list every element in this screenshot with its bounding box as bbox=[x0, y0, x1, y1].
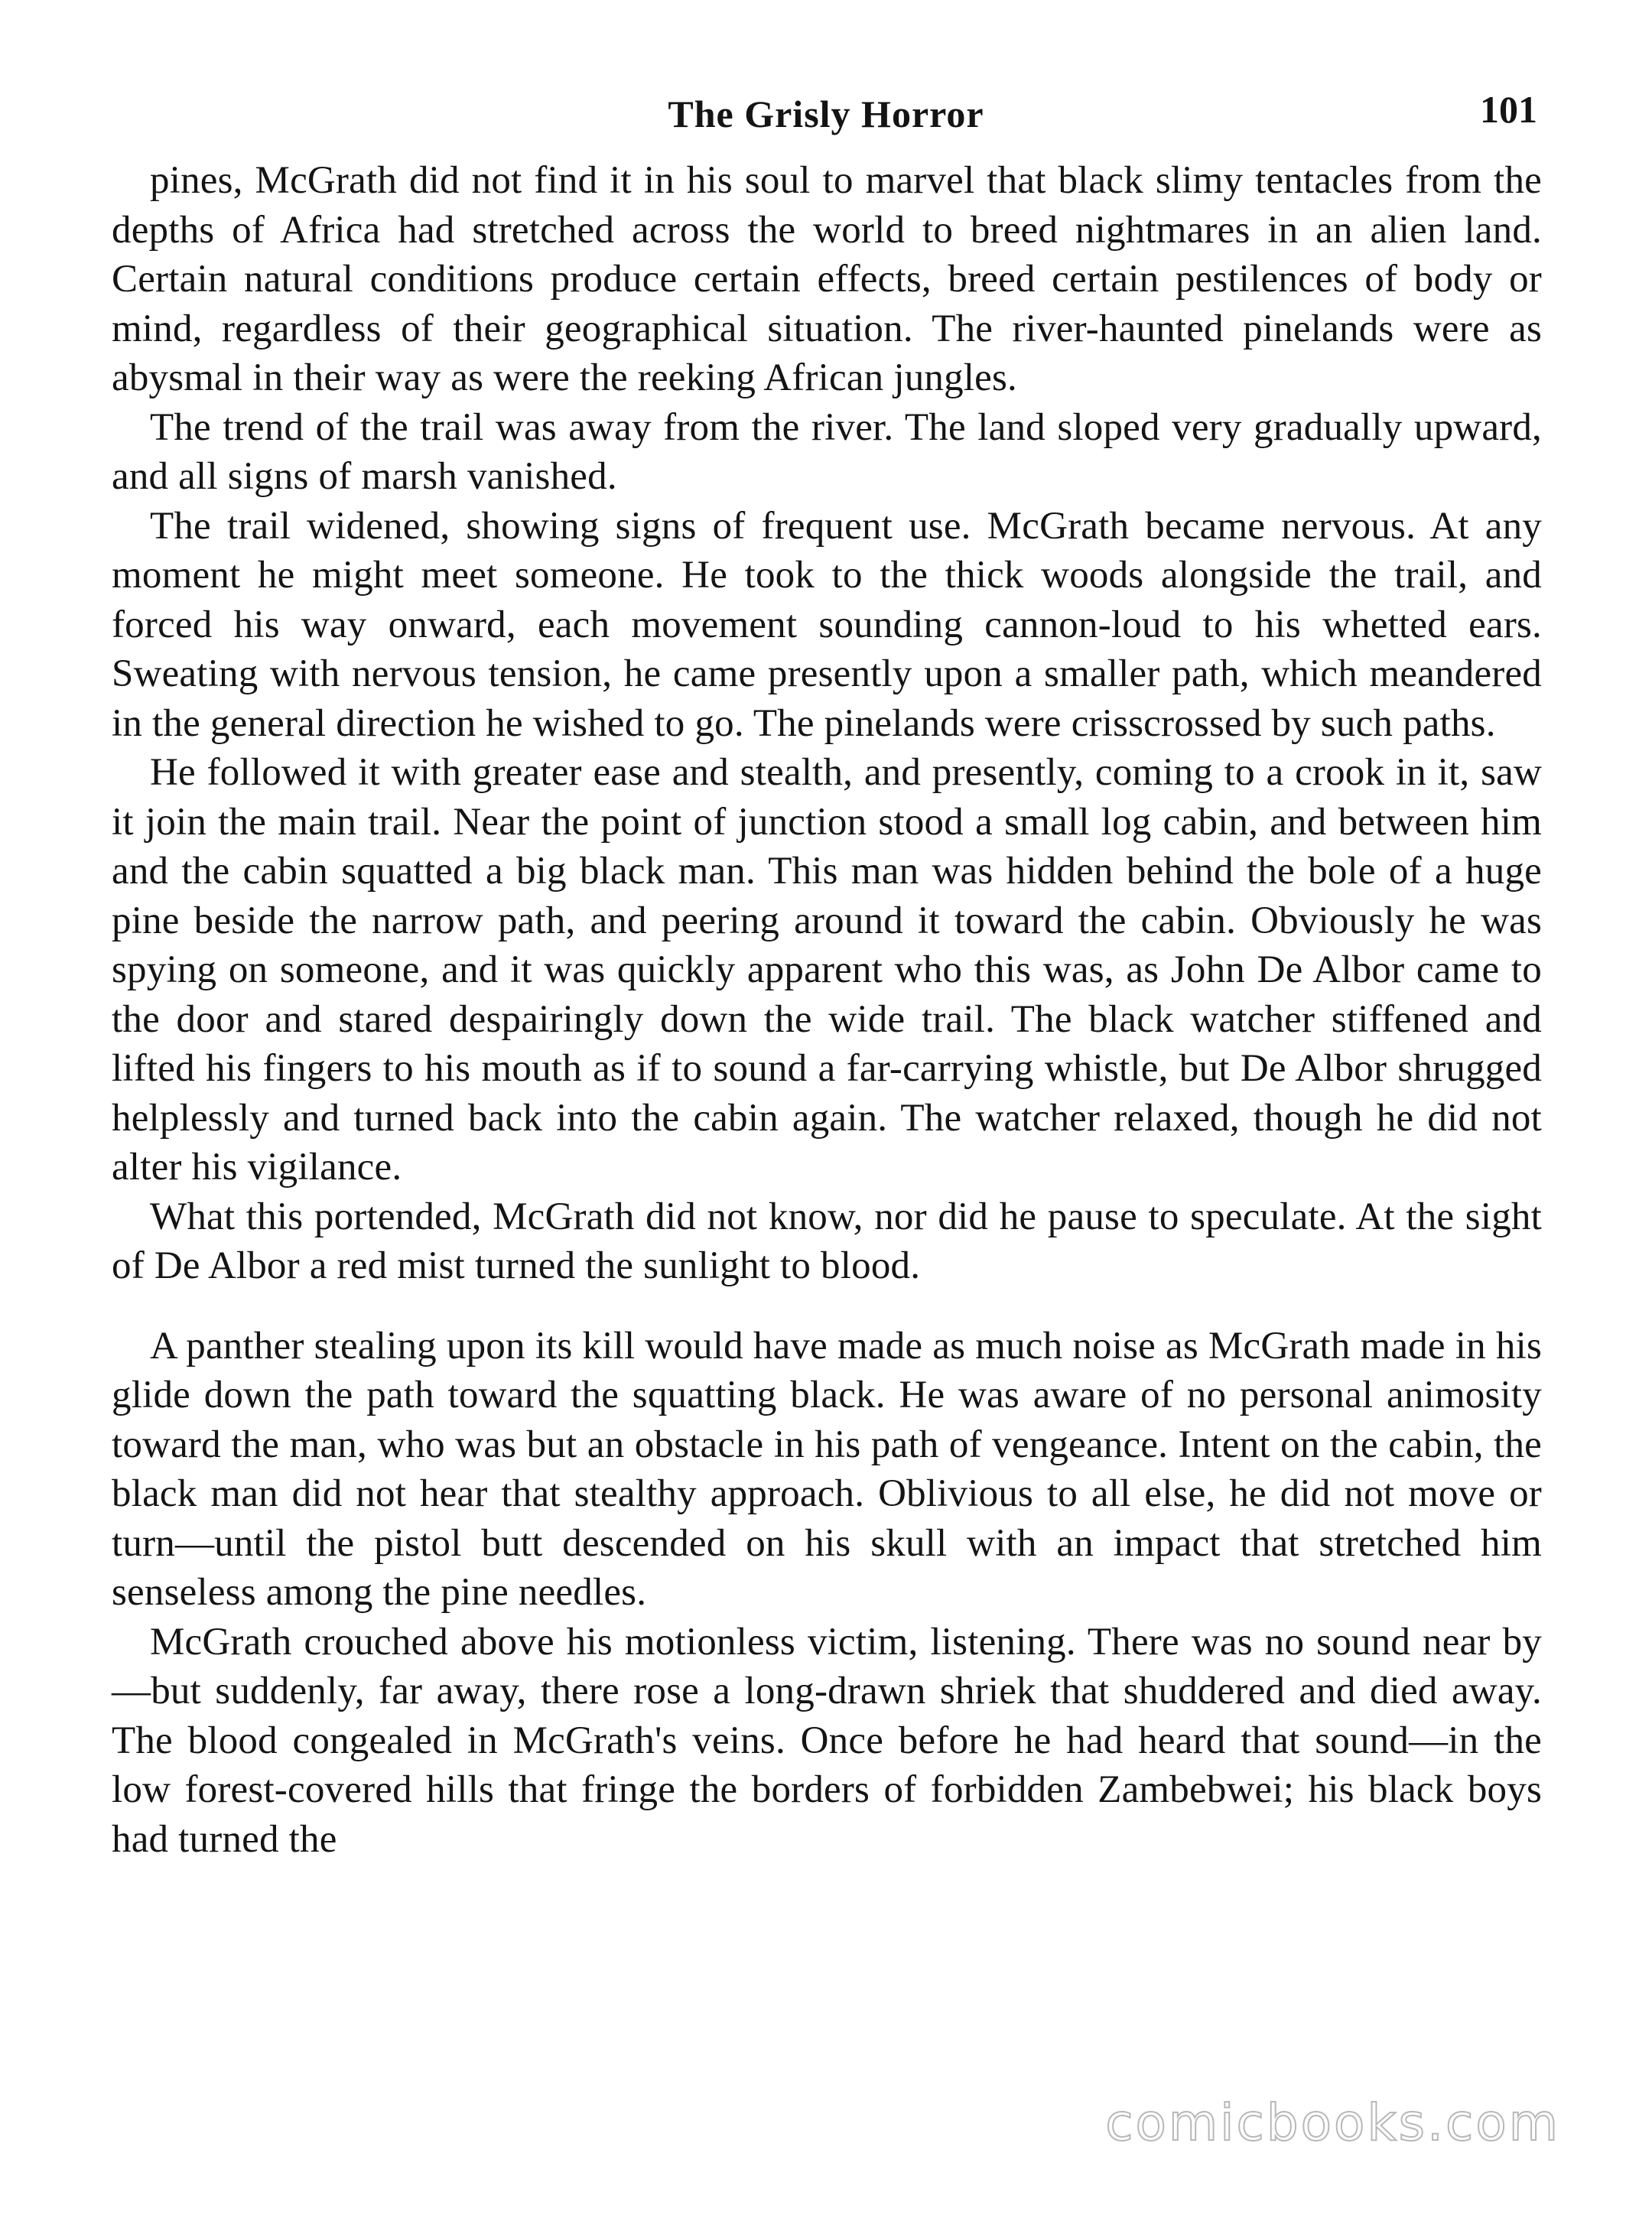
page-header bbox=[0, 88, 1652, 161]
section-break bbox=[112, 1291, 1542, 1322]
paragraph: What this portended, McGrath did not know, nor did he pause to speculate. At the sight of De Albor a red mist turned the sunlight to blood. bbox=[112, 1195, 1542, 1287]
paragraph: A panther stealing upon its kill would have made as much noise as McGrath made in his glide down the path toward the squatting black. He was aware of no personal animosity toward the man, who was but an obstacle in his path of vengeance. Intent on the cabin, the black man did not hear that stealthy approach. Oblivious to all else, he did not move or turn—until the pistol butt descended on his skull with an impact that stretched him senseless among the pine needles. bbox=[112, 1324, 1542, 1614]
paragraph: The trend of the trail was away from the river. The land sloped very gradually upward, and all signs of marsh vanished. bbox=[112, 405, 1542, 498]
paragraph: He followed it with greater ease and stealth, and presently, coming to a crook in it, saw it join the main trail. Near the point of junction stood a small log cabin, and between him and the cabin squatted a big black man. This man was hidden behind the bole of a huge pine beside the narrow path, and peering around it toward the cabin. Obviously he was spying on someone, and it was quickly apparent who this was, as John De Albor came to the door and stared despairingly down the wide trail. The black watcher stiffened and lifted his fingers to his mouth as if to sound a far-carrying whistle, but De Albor shrugged helplessly and turned back into the cabin again. The watcher relaxed, though he did not alter his vigilance. bbox=[112, 751, 1542, 1189]
page-number: 101 bbox=[1480, 88, 1537, 131]
paragraph: The trail widened, showing signs of frequent use. McGrath became nervous. At any moment he might meet someone. He took to the thick woods alongside the trail, and forced his way onward, each movement sounding cannon-loud to his whetted ears. Sweating with nervous tension, he came presently upon a smaller path, which meandered in the general direction he wished to go. The pinelands were crisscrossed by such paths. bbox=[112, 504, 1542, 745]
running-title: The Grisly Horror bbox=[668, 93, 984, 135]
paragraph: pines, McGrath did not find it in his soul to marvel that black slimy tentacles from the depths of Africa had stretched across the world to breed nightmares in an alien land. Certain natural conditions produce certain effects, breed certain pestilences of body or mind, regardless of their geographical situation. The river-haunted pinelands were as abysmal in their way as were the reeking African jungles. bbox=[112, 159, 1542, 399]
watermark-logo: comicbooks.com bbox=[1105, 2093, 1560, 2152]
paragraph: McGrath crouched above his motionless victim, listening. There was no sound near by—but suddenly, far away, there rose a long-drawn shriek that shuddered and died away. The blood congealed in McGrath's veins. Once before he had heard that sound—in the low forest-covered hills that fringe the borders of forbidden Zambebwei; his black boys had turned the bbox=[112, 1620, 1542, 1861]
body-text bbox=[112, 156, 1542, 1864]
